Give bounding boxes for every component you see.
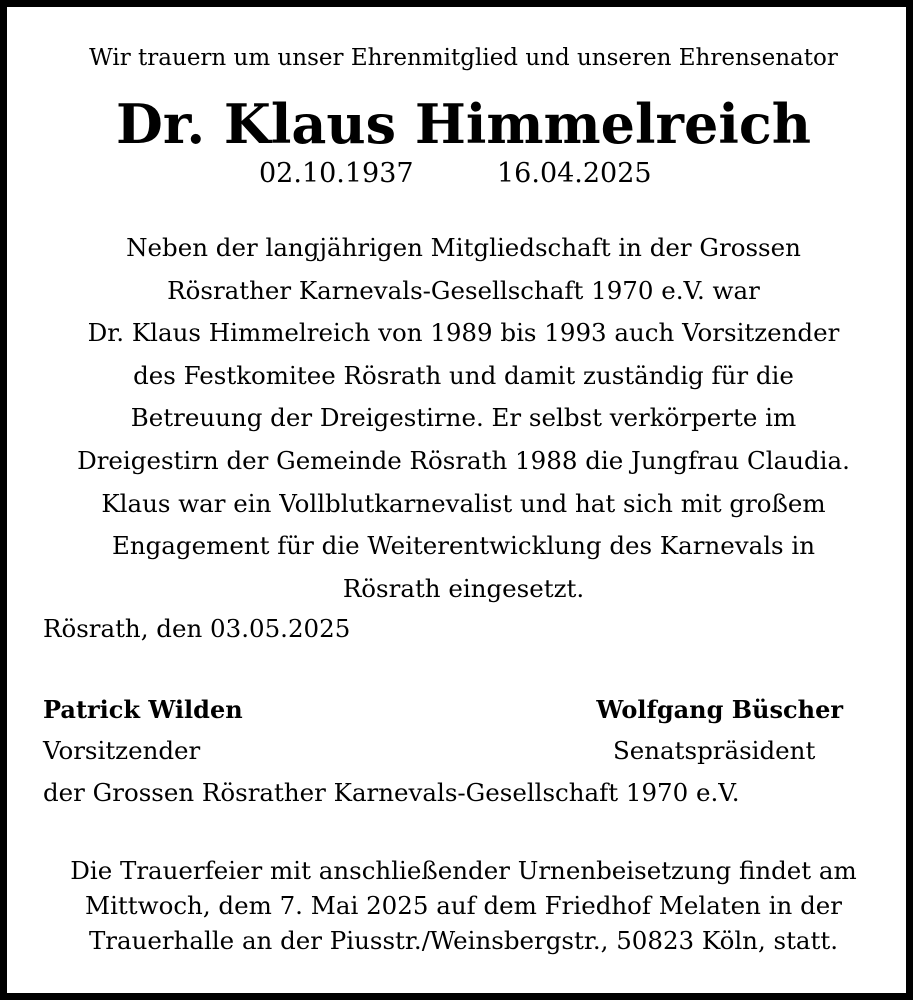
body-line: Rösrather Karnevals-Gesellschaft 1970 e.V. war (167, 275, 760, 305)
signatory-right-name: Wolfgang Büscher (596, 695, 843, 724)
organization-name: der Grossen Rösrather Karnevals-Gesellschaft 1970 e.V. (43, 778, 740, 807)
body-line: Klaus war ein Vollblutkarnevalist und hat sich mit großem (101, 488, 826, 518)
signatory-left-role: Vorsitzender (43, 736, 201, 765)
body-line: Neben der langjährigen Mitgliedschaft in der Grossen (126, 233, 801, 262)
signatory-left-name: Patrick Wilden (43, 695, 243, 724)
body-line: Dreigestirn der Gemeinde Rösrath 1988 die Jungfrau Claudia. (77, 445, 850, 475)
obituary-body (7, 227, 913, 610)
body-line: Betreuung der Dreigestirne. Er selbst verkörperte im (130, 403, 797, 433)
signatory-right-role: Senatspräsident (613, 736, 816, 765)
intro-line: Wir trauern um unser Ehrenmitglied und unseren Ehrensenator (89, 45, 838, 71)
body-line: Rösrath eingesetzt. (342, 573, 585, 603)
funeral-line: Die Trauerfeier mit anschließender Urnenbeisetzung findet am (70, 856, 857, 885)
place-and-date: Rösrath, den 03.05.2025 (43, 614, 351, 643)
funeral-info (7, 853, 913, 958)
deceased-name: Dr. Klaus Himmelreich (116, 92, 811, 156)
funeral-line: Trauerhalle an der Piusstr./Weinsbergstr., 50823 Köln, statt. (88, 926, 839, 955)
funeral-line: Mittwoch, dem 7. Mai 2025 auf dem Friedhof Melaten in der (84, 891, 843, 920)
birth-date: 02.10.1937 (259, 158, 414, 189)
body-line: Dr. Klaus Himmelreich von 1989 bis 1993 auch Vorsitzender (87, 318, 840, 348)
body-line: des Festkomitee Rösrath und damit zuständig für die (133, 360, 794, 390)
death-date: 16.04.2025 (497, 158, 652, 189)
body-line: Engagement für die Weiterentwicklung des Karnevals in (111, 531, 816, 561)
